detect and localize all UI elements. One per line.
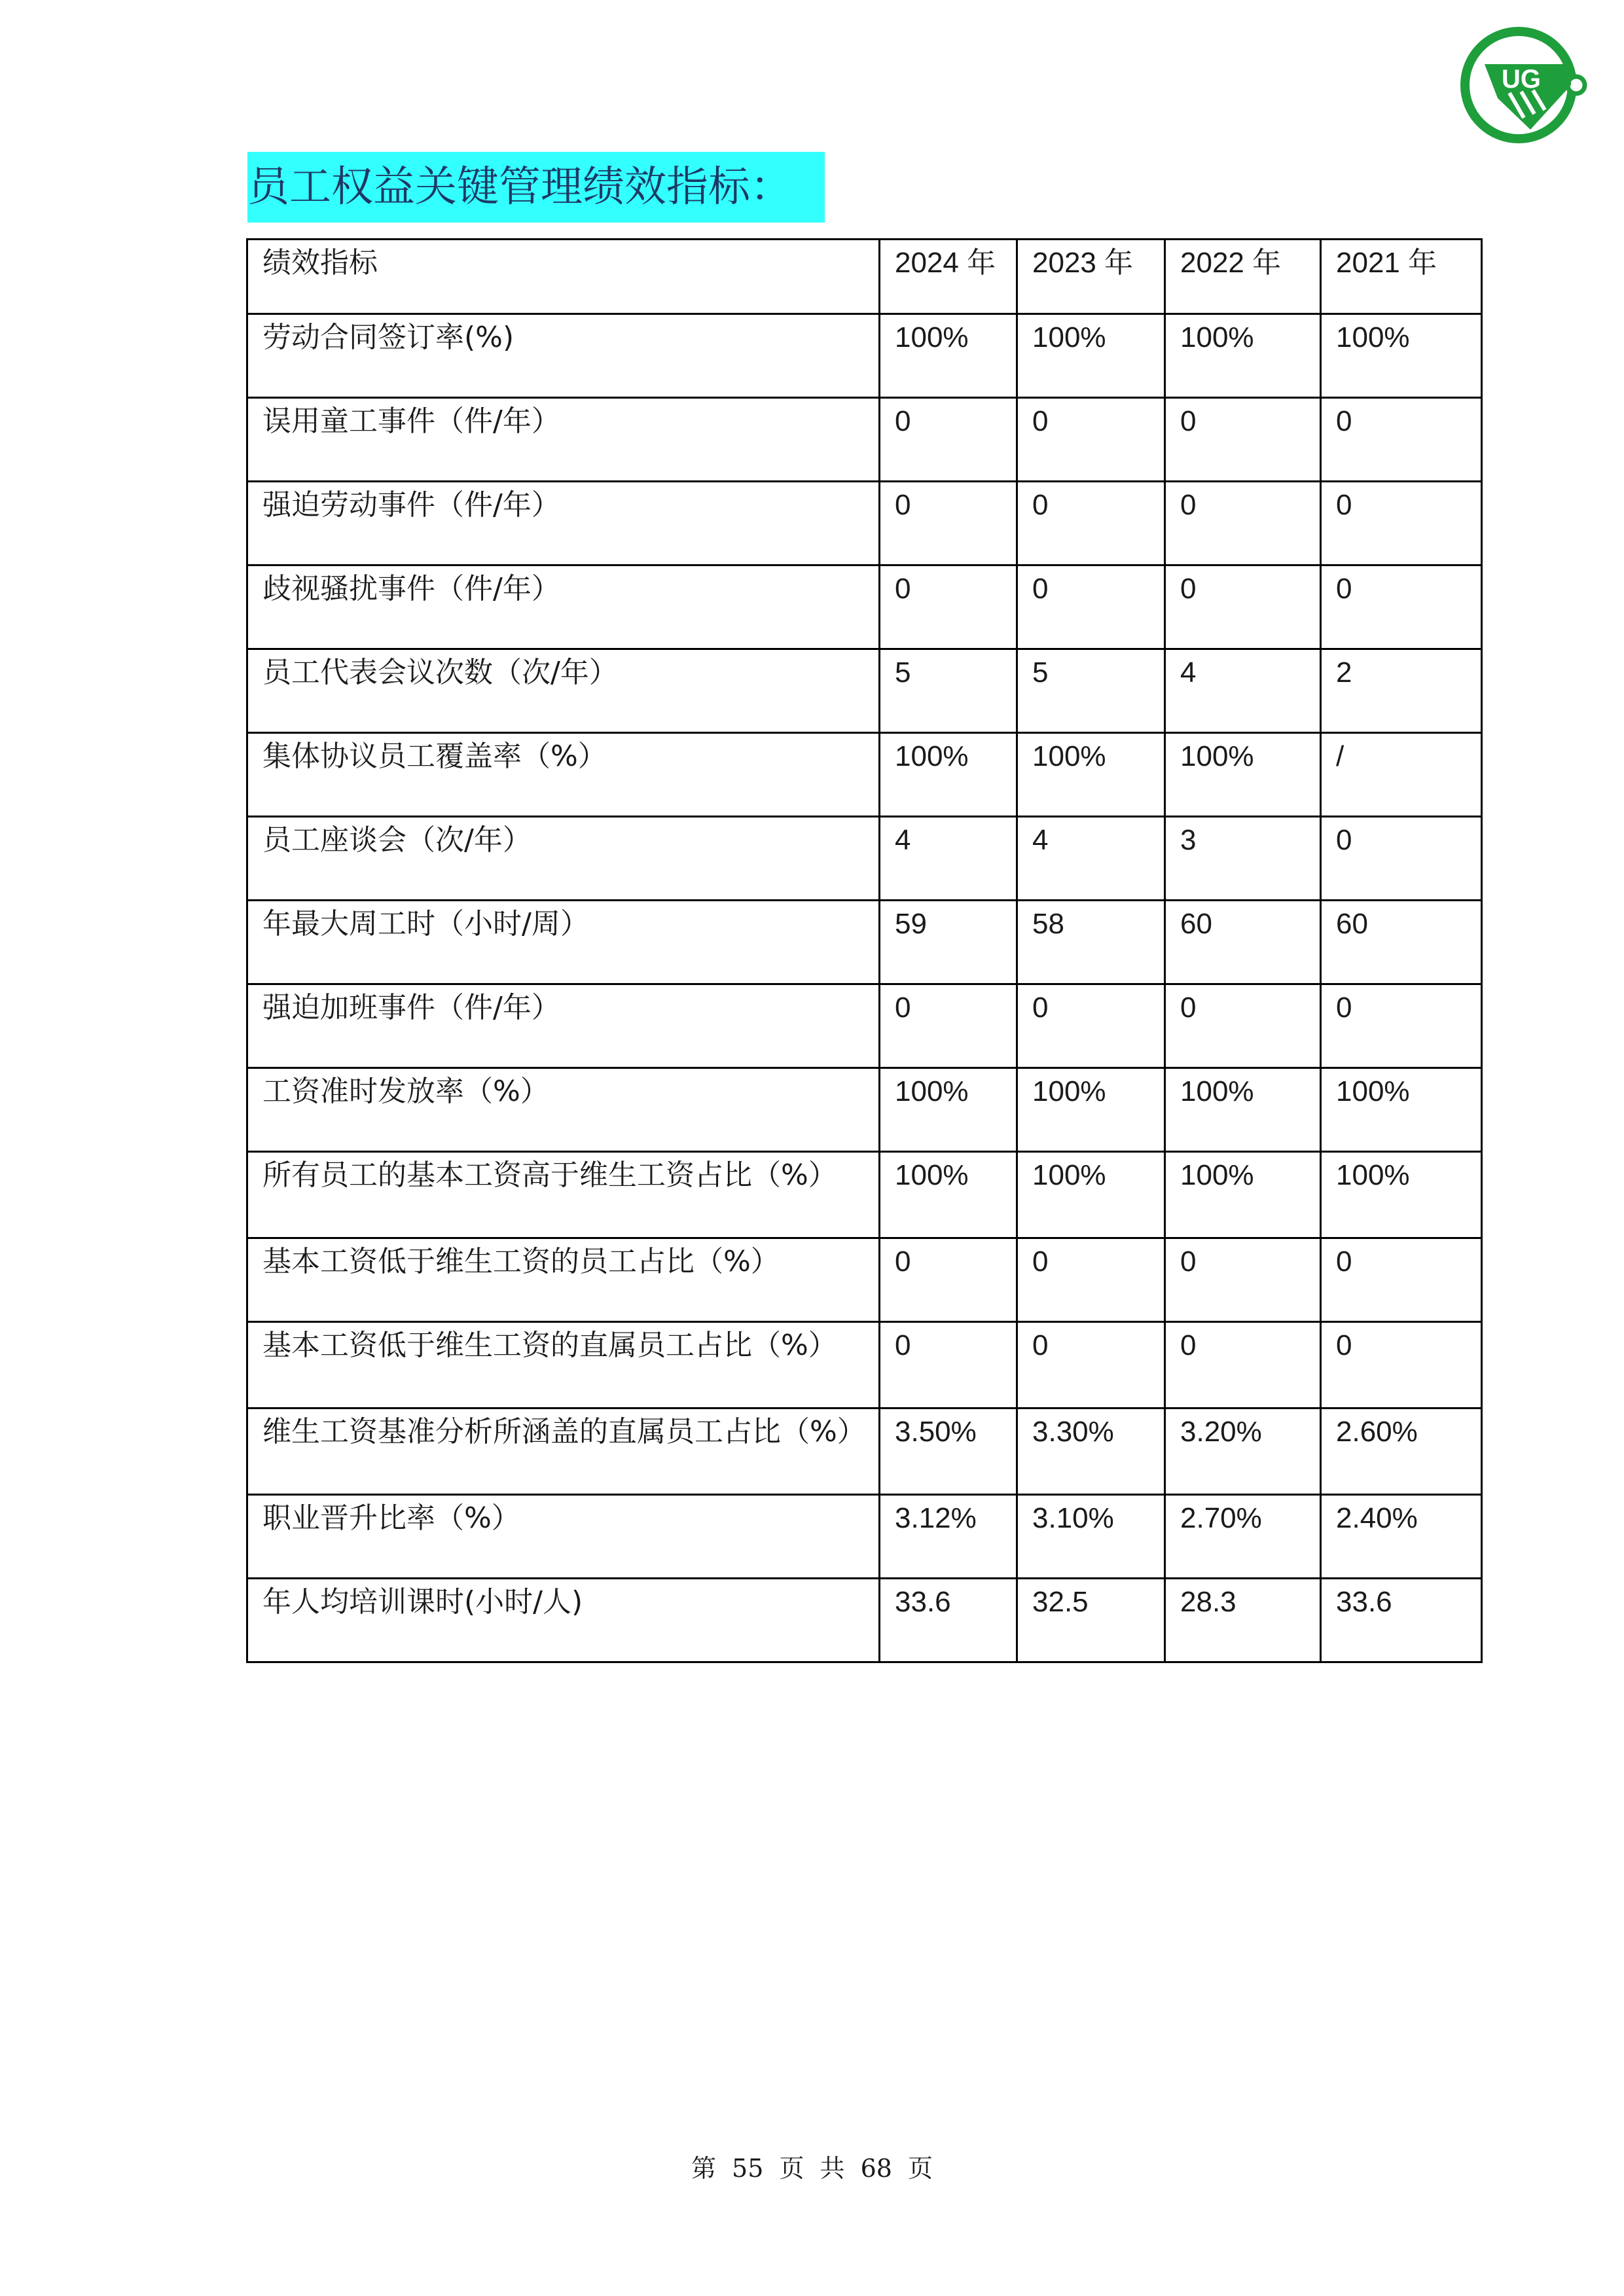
indicator-label-cell: 维生工资基准分析所涵盖的直属员工占比（%） (247, 1408, 880, 1495)
table-row (247, 984, 1482, 1068)
value-cell: 100% (1017, 1068, 1165, 1152)
value-cell: 2.60% (1321, 1408, 1482, 1495)
value-cell: 28.3 (1165, 1579, 1321, 1662)
value-cell: 0 (1165, 482, 1321, 565)
value-cell: 0 (1165, 984, 1321, 1068)
indicator-label-cell: 强迫劳动事件（件/年） (247, 482, 880, 565)
value-cell: 0 (1165, 1322, 1321, 1408)
value-cell: 2.70% (1165, 1495, 1321, 1579)
indicator-label-cell: 劳动合同签订率(%) (247, 314, 880, 398)
indicator-label-cell: 强迫加班事件（件/年） (247, 984, 880, 1068)
indicator-label-cell: 年最大周工时（小时/周） (247, 901, 880, 984)
value-cell: 5 (1017, 649, 1165, 733)
value-cell: 0 (1165, 565, 1321, 649)
section-title: 员工权益关键管理绩效指标： (247, 152, 825, 223)
value-cell: 0 (1017, 984, 1165, 1068)
value-cell: 0 (1165, 1238, 1321, 1322)
table-row (247, 1238, 1482, 1322)
indicator-label-cell: 误用童工事件（件/年） (247, 398, 880, 482)
value-cell: 0 (1321, 817, 1482, 901)
value-cell: 0 (880, 984, 1017, 1068)
table-row (247, 649, 1482, 733)
value-cell: 100% (1321, 1152, 1482, 1238)
value-cell: 33.6 (880, 1579, 1017, 1662)
table-row (247, 1152, 1482, 1238)
indicator-label-cell: 所有员工的基本工资高于维生工资占比（%） (247, 1152, 880, 1238)
table-row (247, 901, 1482, 984)
value-cell: 100% (1017, 733, 1165, 817)
value-cell: 4 (1165, 649, 1321, 733)
indicator-label-cell: 年人均培训课时(小时/人) (247, 1579, 880, 1662)
header-cell-indicator: 绩效指标 (247, 240, 880, 314)
value-cell: 3 (1165, 817, 1321, 901)
table-row (247, 482, 1482, 565)
header-cell-2023: 2023 年 (1017, 240, 1165, 314)
value-cell: 0 (1321, 984, 1482, 1068)
header-cell-2021: 2021 年 (1321, 240, 1482, 314)
value-cell: 100% (1017, 1152, 1165, 1238)
value-cell: 3.20% (1165, 1408, 1321, 1495)
logo-text: UG (1502, 65, 1541, 94)
indicator-label-cell: 基本工资低于维生工资的员工占比（%） (247, 1238, 880, 1322)
value-cell: 100% (1165, 733, 1321, 817)
company-logo (1458, 20, 1589, 151)
indicator-label-cell: 员工座谈会（次/年） (247, 817, 880, 901)
table-row (247, 314, 1482, 398)
value-cell: 2 (1321, 649, 1482, 733)
table-row (247, 817, 1482, 901)
value-cell: 0 (1017, 565, 1165, 649)
value-cell: 100% (1321, 314, 1482, 398)
value-cell: 0 (880, 482, 1017, 565)
value-cell: 0 (1321, 1238, 1482, 1322)
value-cell: 100% (880, 314, 1017, 398)
value-cell: 0 (880, 398, 1017, 482)
value-cell: 3.30% (1017, 1408, 1165, 1495)
indicator-label-cell: 歧视骚扰事件（件/年） (247, 565, 880, 649)
value-cell: 100% (880, 733, 1017, 817)
value-cell: 0 (880, 1238, 1017, 1322)
table-row (247, 733, 1482, 817)
value-cell: 100% (880, 1152, 1017, 1238)
indicator-label-cell: 基本工资低于维生工资的直属员工占比（%） (247, 1322, 880, 1408)
value-cell: 0 (1017, 482, 1165, 565)
table-row (247, 1322, 1482, 1408)
value-cell: 0 (1321, 398, 1482, 482)
value-cell: 100% (1165, 1068, 1321, 1152)
value-cell: 0 (880, 1322, 1017, 1408)
value-cell: 3.50% (880, 1408, 1017, 1495)
table-row (247, 565, 1482, 649)
value-cell: 0 (1321, 565, 1482, 649)
table-row (247, 1408, 1482, 1495)
value-cell: 0 (1165, 398, 1321, 482)
table-header-row (247, 240, 1482, 314)
value-cell: 100% (1165, 314, 1321, 398)
value-cell: 0 (1017, 1238, 1165, 1322)
value-cell: 5 (880, 649, 1017, 733)
indicator-label-cell: 员工代表会议次数（次/年） (247, 649, 880, 733)
value-cell: 2.40% (1321, 1495, 1482, 1579)
value-cell: 0 (880, 565, 1017, 649)
table-row (247, 1495, 1482, 1579)
value-cell: 100% (1165, 1152, 1321, 1238)
page-number: 第 55 页 共 68 页 (691, 2154, 933, 2183)
kpi-table (246, 238, 1483, 1663)
table-row (247, 1579, 1482, 1662)
value-cell: 100% (880, 1068, 1017, 1152)
value-cell: 60 (1165, 901, 1321, 984)
value-cell: 0 (1321, 482, 1482, 565)
value-cell: 58 (1017, 901, 1165, 984)
table-row (247, 1068, 1482, 1152)
value-cell: 0 (1017, 1322, 1165, 1408)
value-cell: 4 (1017, 817, 1165, 901)
indicator-label-cell: 集体协议员工覆盖率（%） (247, 733, 880, 817)
value-cell: 59 (880, 901, 1017, 984)
value-cell: 32.5 (1017, 1579, 1165, 1662)
indicator-label-cell: 职业晋升比率（%） (247, 1495, 880, 1579)
value-cell: / (1321, 733, 1482, 817)
value-cell: 100% (1321, 1068, 1482, 1152)
table-row (247, 398, 1482, 482)
ug-company-logo-icon (1458, 20, 1589, 151)
value-cell: 33.6 (1321, 1579, 1482, 1662)
value-cell: 0 (1321, 1322, 1482, 1408)
value-cell: 3.12% (880, 1495, 1017, 1579)
value-cell: 0 (1017, 398, 1165, 482)
value-cell: 60 (1321, 901, 1482, 984)
header-cell-2024: 2024 年 (880, 240, 1017, 314)
value-cell: 4 (880, 817, 1017, 901)
header-cell-2022: 2022 年 (1165, 240, 1321, 314)
value-cell: 3.10% (1017, 1495, 1165, 1579)
value-cell: 100% (1017, 314, 1165, 398)
indicator-label-cell: 工资准时发放率（%） (247, 1068, 880, 1152)
